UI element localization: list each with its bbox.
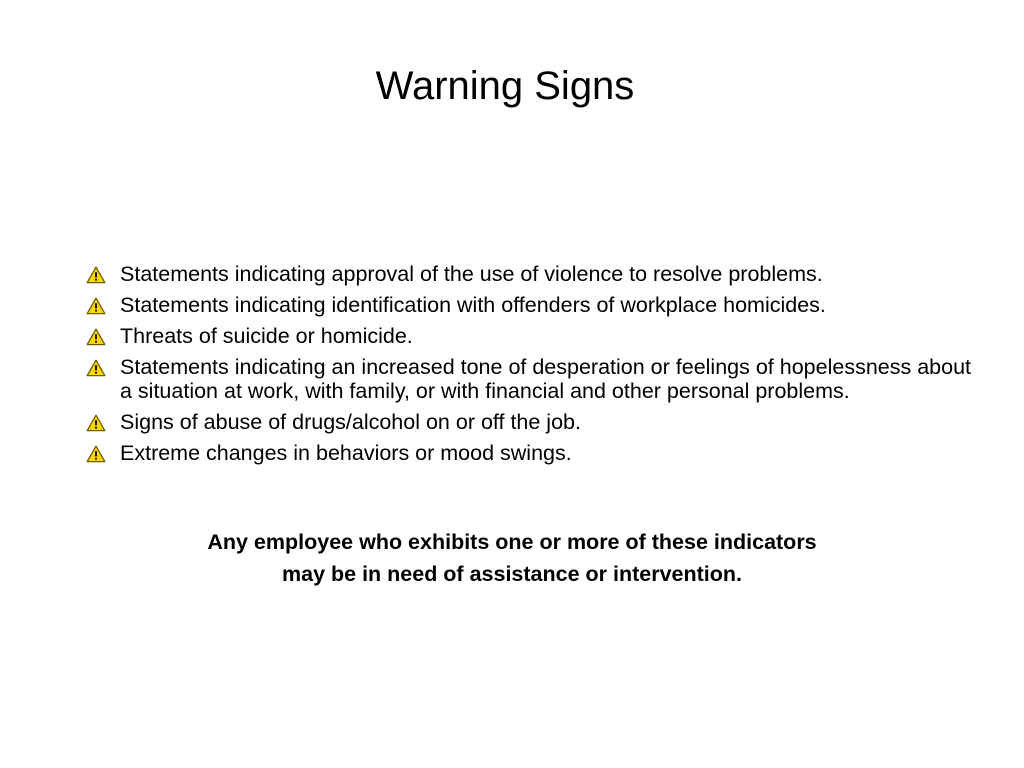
warning-icon [86,328,106,346]
list-item-text: Statements indicating an increased tone of desperation or feelings of hopelessness about a situation at work, with family, or with financial and other personal problems. [120,355,972,403]
slide-title: Warning Signs [375,64,635,108]
warning-icon-graphic [86,359,106,377]
list-item-text: Signs of abuse of drugs/alcohol on or off the job. [120,410,581,434]
warning-icon-graphic [86,328,106,346]
list-item-text: Statements indicating identification with offenders of workplace homicides. [120,293,826,317]
list-item [86,262,976,286]
list-item-text: Statements indicating approval of the use of violence to resolve problems. [120,262,823,286]
list-item [86,410,976,434]
warning-icon [86,297,106,315]
warning-icon-graphic [86,297,106,315]
warning-icon-graphic [86,445,106,463]
warning-icon-graphic [86,266,106,284]
warning-signs-list [86,262,976,472]
closing-line: may be in need of assistance or intervention. [282,562,742,586]
warning-icon-graphic [86,414,106,432]
closing-line: Any employee who exhibits one or more of these indicators [207,530,817,554]
closing-statement [0,526,1024,590]
list-item [86,441,976,465]
warning-icon [86,414,106,432]
warning-icon [86,445,106,463]
warning-icon [86,359,106,377]
list-item [86,324,976,348]
warning-icon [86,266,106,284]
list-item [86,293,976,317]
list-item [86,355,976,403]
list-item-text: Extreme changes in behaviors or mood swings. [120,441,572,465]
list-item-text: Threats of suicide or homicide. [120,324,413,348]
